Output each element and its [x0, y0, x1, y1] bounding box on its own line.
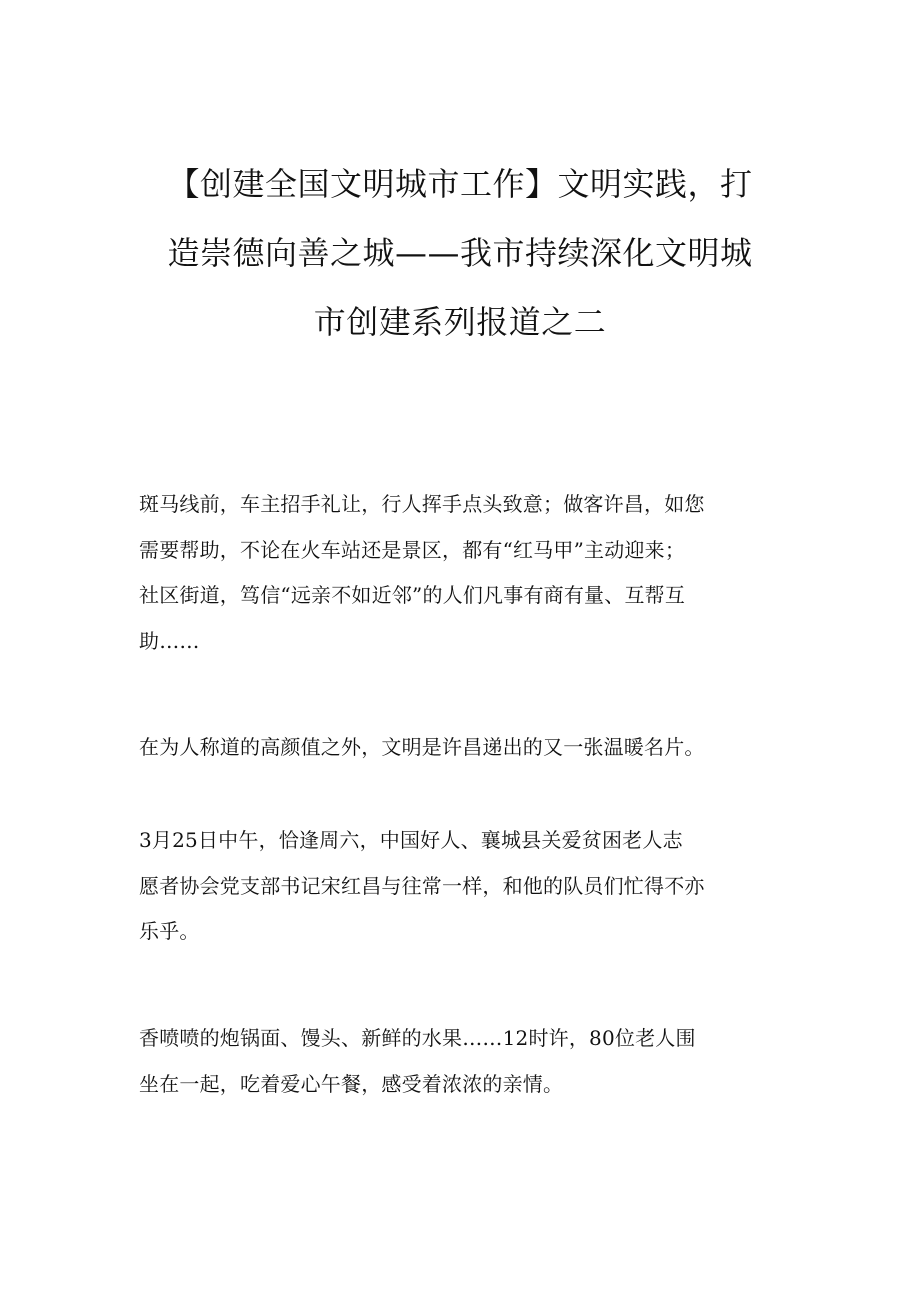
text-line: 斑马线前，车主招手礼让，行人挥手点头致意；做客许昌，如您 — [139, 492, 705, 516]
article-title — [120, 150, 800, 357]
text-line: 香喷喷的炮锅面、馒头、新鲜的水果……12时许，80位老人围 — [139, 1026, 696, 1050]
text-line: 3月25日中午，恰逢周六，中国好人、襄城县关爱贫困老人志 — [139, 828, 683, 852]
text-line: 需要帮助，不论在火车站还是景区，都有“红马甲”主动迎来； — [139, 537, 686, 562]
text-line: 助…… — [139, 628, 200, 653]
paragraph-volunteers — [139, 818, 799, 955]
title-line: 市创建系列报道之二 — [313, 303, 607, 341]
text-line: 坐在一起，吃着爱心午餐，感受着浓浓的亲情。 — [139, 1071, 564, 1096]
paragraph-zebra-crossing — [139, 482, 799, 664]
text-line: 社区街道，笃信“远亲不如近邻”的人们凡事有商有量、互帮互 — [139, 583, 686, 607]
title-line: 【创建全国文明城市工作】文明实践，打 — [167, 165, 753, 203]
title-line: 造崇德向善之城——我市持续深化文明城 — [167, 234, 753, 272]
text-line: 在为人称道的高颜值之外，文明是许昌递出的又一张温暖名片。 — [139, 735, 705, 759]
paragraph-warm-card — [139, 725, 799, 771]
paragraph-lunch — [139, 1016, 799, 1107]
text-line: 乐乎。 — [139, 919, 200, 943]
text-line: 愿者协会党支部书记宋红昌与往常一样，和他的队员们忙得不亦 — [139, 873, 705, 898]
